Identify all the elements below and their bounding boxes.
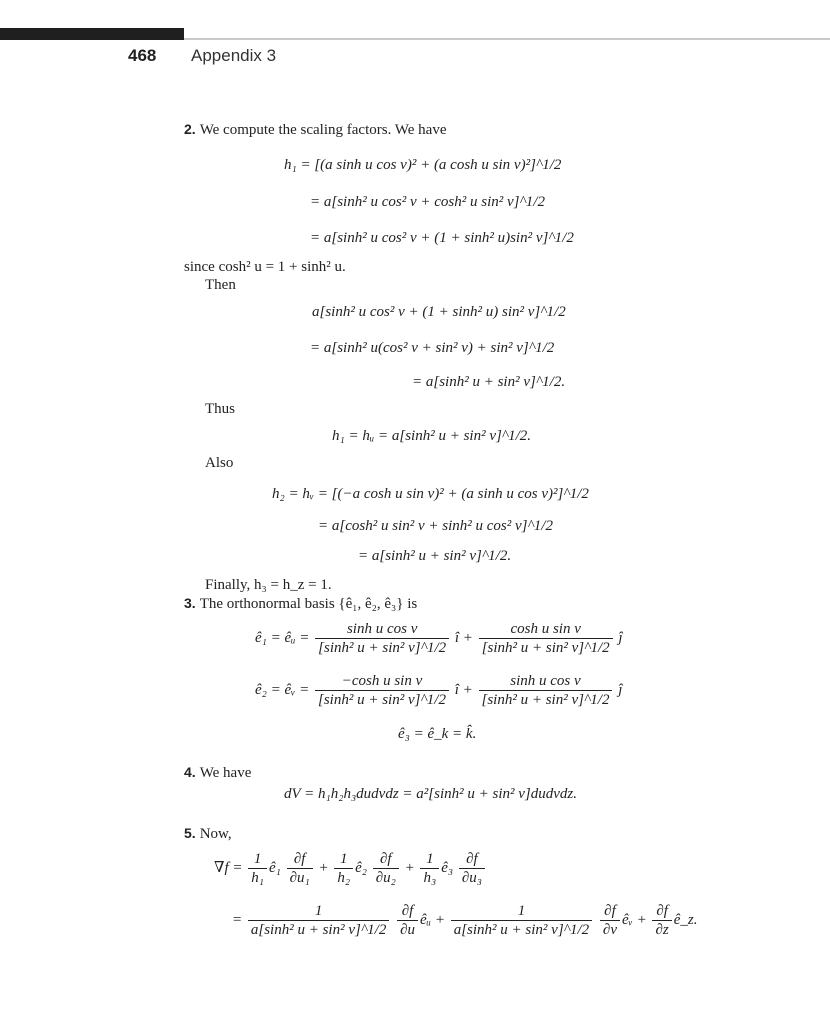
fraction: $\frac{\text{sinh u cos v}}{\text{[sinh² u + sin² v]\textasciicircum{}1/2}}$ xyxy=(479,672,613,709)
running-head: Appendix 3 xyxy=(191,46,277,65)
then-text: Then xyxy=(205,277,236,293)
page-number: 468 xyxy=(128,46,157,65)
item-5-intro: 5. Now, xyxy=(184,825,232,842)
unit-vector: ĵ xyxy=(618,681,623,698)
item-number: 5. xyxy=(184,825,196,841)
equation-thus: h₁ = hᵤ = a[sinh² u + sin² v]^1/2. xyxy=(332,428,532,444)
unit-vector: ĵ xyxy=(618,629,623,646)
fraction: $\frac{\text{−cosh u sin v}}{\text{[sinh² u + sin² v]\textasciicircum{}1/2}}$ xyxy=(315,672,449,709)
item-2-intro: 2. We compute the scaling factors. We have xyxy=(184,121,447,138)
equation-e1 xyxy=(255,620,623,657)
equation-h2-line1: h₂ = hᵥ = [(−a cosh u sin v)² + (a sinh u cos v)²]^1/2 xyxy=(272,486,589,502)
fraction: $\frac{\partial f}{\partial z}$ xyxy=(652,902,671,939)
header-rule xyxy=(184,38,830,40)
fraction: $\frac{1}{\text{h₃}}$ xyxy=(420,850,439,887)
equation-gradient-expanded: = $\frac{1}{\text{a[sinh² u + sin² v]\textasciicircum{}1/2}}$ $\frac{\partial f}{\partial u}$ êᵤ + $\frac{1}{\text{a[sinh² u + sin² v]\textasciicircum{}1/2}}$ $\frac{\partial f}{\partial v}$ êᵥ + $\frac{\partial f}{\partial z}$ ê_z. xyxy=(232,903,698,938)
finally-text: Finally, h₃ = h_z = 1. xyxy=(205,577,332,593)
equation-e2 xyxy=(255,672,622,709)
fraction: $\frac{\partial f}{\text{∂u₂}}$ xyxy=(373,850,399,887)
item-3-intro: 3. The orthonormal basis {ê₁, ê₂, ê₃} is xyxy=(184,595,418,612)
item-number: 3. xyxy=(184,595,196,611)
equation-h1-line3: = a[sinh² u cos² v + (1 + sinh² u)sin² v]^1/2 xyxy=(310,230,574,246)
equation-h1-line2: = a[sinh² u cos² v + cosh² u sin² v]^1/2 xyxy=(310,194,545,210)
item-4-intro: 4. We have xyxy=(184,764,252,781)
fraction: $\frac{\partial f}{\partial v}$ xyxy=(600,902,620,939)
equation-then-line1: a[sinh² u cos² v + (1 + sinh² u) sin² v]^1/2 xyxy=(312,304,566,320)
fraction: $\frac{\partial f}{\text{∂u₃}}$ xyxy=(459,850,485,887)
since-text: since cosh² u = 1 + sinh² u. xyxy=(184,259,346,275)
fraction: $\frac{\text{cosh u sin v}}{\text{[sinh² u + sin² v]\textasciicircum{}1/2}}$ xyxy=(479,620,613,657)
fraction: $\frac{1}{\text{a[sinh² u + sin² v]\textasciicircum{}1/2}}$ xyxy=(248,902,389,939)
fraction: $\frac{1}{\text{h₂}}$ xyxy=(334,850,353,887)
equation-e3: ê₃ = ê_k = k̂. xyxy=(398,726,477,742)
e2-lhs: ê₂ = êᵥ = xyxy=(255,681,310,698)
fraction: $\frac{\partial f}{\text{∂u₁}}$ xyxy=(287,850,313,887)
equation-then-line2: = a[sinh² u(cos² v + sin² v) + sin² v]^1/2 xyxy=(310,340,555,356)
unit-vector: î + xyxy=(454,629,473,646)
item-number: 4. xyxy=(184,764,196,780)
e1-lhs: ê₁ = êᵤ = xyxy=(255,629,310,646)
also-text: Also xyxy=(205,455,234,471)
equation-h2-line2: = a[cosh² u sin² v + sinh² u cos² v]^1/2 xyxy=(318,518,553,534)
equation-h2-line3: = a[sinh² u + sin² v]^1/2. xyxy=(358,548,512,564)
fraction: $\frac{1}{\text{a[sinh² u + sin² v]\textasciicircum{}1/2}}$ xyxy=(451,902,592,939)
equation-then-line3: = a[sinh² u + sin² v]^1/2. xyxy=(412,374,566,390)
header-dark-bar xyxy=(0,28,184,40)
equation-gradient: ∇f = $\frac{1}{\text{h₁}}$ ê₁ $\frac{\partial f}{\text{∂u₁}}$ + $\frac{1}{\text{h₂}}$ ê₂ $\frac{\partial f}{\text{∂u₂}}$ + $\frac{1}{\text{h₃}}$ ê₃ $\frac{\partial f}{\text{∂u₃}}$ xyxy=(214,850,487,887)
fraction: $\frac{\text{sinh u cos v}}{\text{[sinh² u + sin² v]\textasciicircum{}1/2}}$ xyxy=(315,620,449,657)
item-number: 2. xyxy=(184,121,196,137)
thus-text: Thus xyxy=(205,401,235,417)
equation-h1-line1: h₁ = [(a sinh u cos v)² + (a cosh u sin v)²]^1/2 xyxy=(284,157,562,173)
unit-vector: î + xyxy=(454,681,473,698)
fraction: $\frac{1}{\text{h₁}}$ xyxy=(248,850,267,887)
fraction: $\frac{\partial f}{\partial u}$ xyxy=(397,902,418,939)
equation-dv: dV = h₁h₂h₃dudvdz = a²[sinh² u + sin² v]dudvdz. xyxy=(284,786,577,802)
